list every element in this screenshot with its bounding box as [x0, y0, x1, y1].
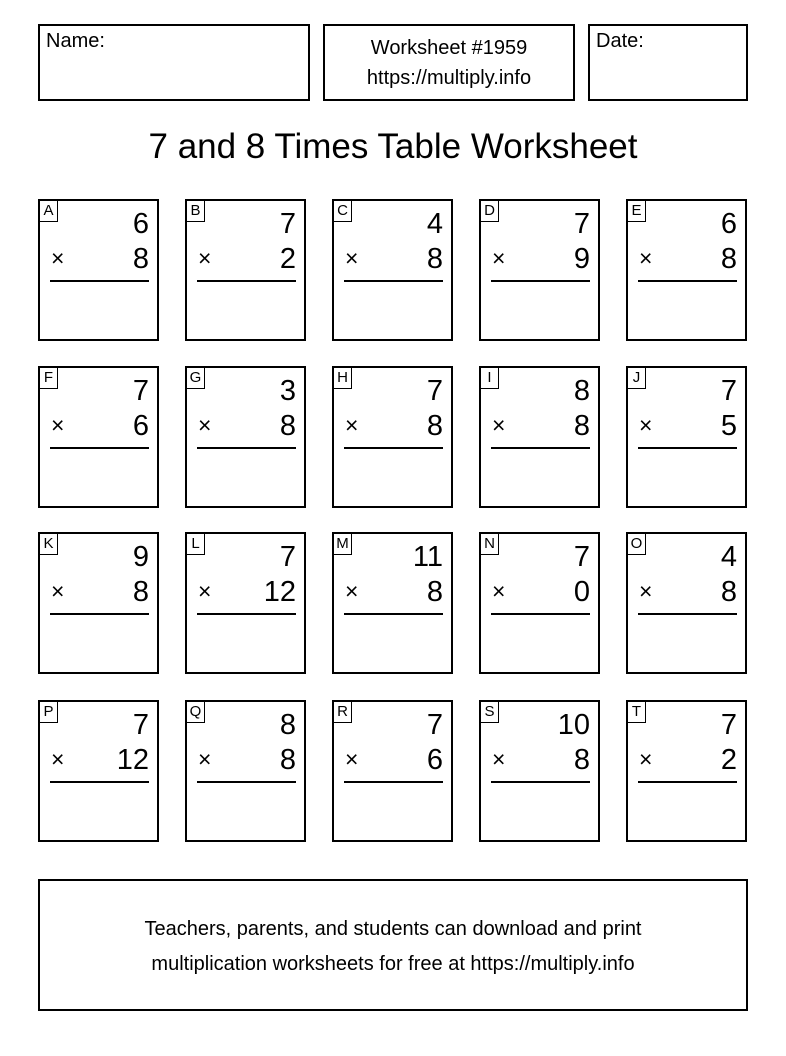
answer-line: [638, 781, 737, 783]
problem-label: I: [481, 368, 499, 389]
answer-line: [344, 447, 443, 449]
multiplicand: 9: [132, 541, 149, 573]
problem-card: [38, 366, 159, 508]
problem-card: [332, 199, 453, 341]
multiplier: 8: [573, 744, 590, 776]
multiplicand: 8: [279, 709, 296, 741]
date-label: Date:: [596, 30, 644, 52]
times-sign: ×: [51, 746, 65, 772]
multiplicand: 7: [573, 208, 590, 240]
times-sign: ×: [639, 245, 653, 271]
answer-line: [50, 613, 149, 615]
problem-label: M: [334, 534, 352, 555]
answer-line: [197, 613, 296, 615]
problem-label: Q: [187, 702, 205, 723]
multiplicand: 7: [132, 709, 149, 741]
problem-label: T: [628, 702, 646, 723]
problem-label: E: [628, 201, 646, 222]
times-sign: ×: [51, 578, 65, 604]
answer-line: [197, 781, 296, 783]
times-sign: ×: [198, 746, 212, 772]
multiplier: 9: [573, 243, 590, 275]
multiplicand: 7: [132, 375, 149, 407]
multiplier: 8: [279, 744, 296, 776]
problem-label: S: [481, 702, 499, 723]
multiplier: 8: [426, 243, 443, 275]
times-sign: ×: [492, 412, 506, 438]
worksheet-info-box: [323, 24, 575, 101]
name-label: Name:: [46, 30, 105, 52]
times-sign: ×: [51, 245, 65, 271]
problem-card: [479, 532, 600, 674]
problem-card: [626, 366, 747, 508]
multiplier: 8: [426, 410, 443, 442]
multiplier: 8: [720, 576, 737, 608]
footer-box: [38, 879, 748, 1011]
answer-line: [491, 781, 590, 783]
problem-label: O: [628, 534, 646, 555]
problem-label: A: [40, 201, 58, 222]
problem-label: F: [40, 368, 58, 389]
problem-label: K: [40, 534, 58, 555]
problem-card: [479, 366, 600, 508]
multiplier: 8: [132, 576, 149, 608]
problem-label: G: [187, 368, 205, 389]
problem-label: C: [334, 201, 352, 222]
problem-card: [185, 532, 306, 674]
answer-line: [50, 447, 149, 449]
answer-line: [344, 781, 443, 783]
multiplicand: 7: [426, 375, 443, 407]
problem-card: [626, 532, 747, 674]
problem-card: [626, 199, 747, 341]
multiplicand: 7: [279, 541, 296, 573]
multiplicand: 6: [132, 208, 149, 240]
footer-text-line-1: Teachers, parents, and students can download and print: [144, 918, 642, 940]
multiplier: 6: [132, 410, 149, 442]
multiplier: 8: [426, 576, 443, 608]
answer-line: [50, 280, 149, 282]
answer-line: [344, 280, 443, 282]
problem-card: [479, 199, 600, 341]
times-sign: ×: [198, 245, 212, 271]
problem-card: [38, 532, 159, 674]
problem-card: [38, 199, 159, 341]
times-sign: ×: [198, 412, 212, 438]
worksheet-number: Worksheet #1959: [370, 37, 528, 59]
multiplicand: 4: [720, 541, 737, 573]
problem-label: R: [334, 702, 352, 723]
problem-label: P: [40, 702, 58, 723]
multiplier: 0: [573, 576, 590, 608]
answer-line: [638, 280, 737, 282]
multiplier: 8: [279, 410, 296, 442]
problem-card: [185, 199, 306, 341]
times-sign: ×: [492, 245, 506, 271]
problem-label: J: [628, 368, 646, 389]
problem-label: L: [187, 534, 205, 555]
multiplicand: 11: [412, 541, 443, 573]
times-sign: ×: [639, 412, 653, 438]
multiplicand: 7: [279, 208, 296, 240]
problem-card: [332, 532, 453, 674]
times-sign: ×: [198, 578, 212, 604]
multiplicand: 4: [426, 208, 443, 240]
times-sign: ×: [639, 578, 653, 604]
multiplier: 12: [116, 744, 149, 776]
worksheet-url: https://multiply.info: [366, 67, 532, 89]
multiplier: 8: [132, 243, 149, 275]
problem-label: D: [481, 201, 499, 222]
multiplier: 8: [573, 410, 590, 442]
problem-label: H: [334, 368, 352, 389]
page-title: 7 and 8 Times Table Worksheet: [148, 127, 638, 166]
multiplicand: 8: [573, 375, 590, 407]
multiplier: 12: [263, 576, 296, 608]
times-sign: ×: [51, 412, 65, 438]
multiplicand: 7: [426, 709, 443, 741]
multiplicand: 10: [557, 709, 590, 741]
problem-card: [479, 700, 600, 842]
multiplier: 5: [720, 410, 737, 442]
problem-card: [626, 700, 747, 842]
times-sign: ×: [492, 578, 506, 604]
multiplicand: 7: [720, 709, 737, 741]
problem-label: B: [187, 201, 205, 222]
times-sign: ×: [345, 746, 359, 772]
multiplier: 2: [720, 744, 737, 776]
footer-text-line-2: multiplication worksheets for free at https://multiply.info: [151, 953, 635, 975]
problem-card: [332, 366, 453, 508]
answer-line: [50, 781, 149, 783]
problem-card: [185, 366, 306, 508]
answer-line: [638, 447, 737, 449]
times-sign: ×: [345, 245, 359, 271]
name-field-box[interactable]: [38, 24, 310, 101]
answer-line: [197, 280, 296, 282]
times-sign: ×: [345, 578, 359, 604]
multiplicand: 6: [720, 208, 737, 240]
answer-line: [491, 280, 590, 282]
date-field-box[interactable]: [588, 24, 748, 101]
multiplier: 2: [279, 243, 296, 275]
multiplicand: 7: [720, 375, 737, 407]
answer-line: [491, 613, 590, 615]
times-sign: ×: [492, 746, 506, 772]
answer-line: [491, 447, 590, 449]
times-sign: ×: [345, 412, 359, 438]
multiplier: 8: [720, 243, 737, 275]
problem-card: [332, 700, 453, 842]
times-sign: ×: [639, 746, 653, 772]
answer-line: [638, 613, 737, 615]
answer-line: [197, 447, 296, 449]
problem-card: [185, 700, 306, 842]
multiplier: 6: [426, 744, 443, 776]
problem-card: [38, 700, 159, 842]
multiplicand: 7: [573, 541, 590, 573]
problem-label: N: [481, 534, 499, 555]
answer-line: [344, 613, 443, 615]
multiplicand: 3: [279, 375, 296, 407]
